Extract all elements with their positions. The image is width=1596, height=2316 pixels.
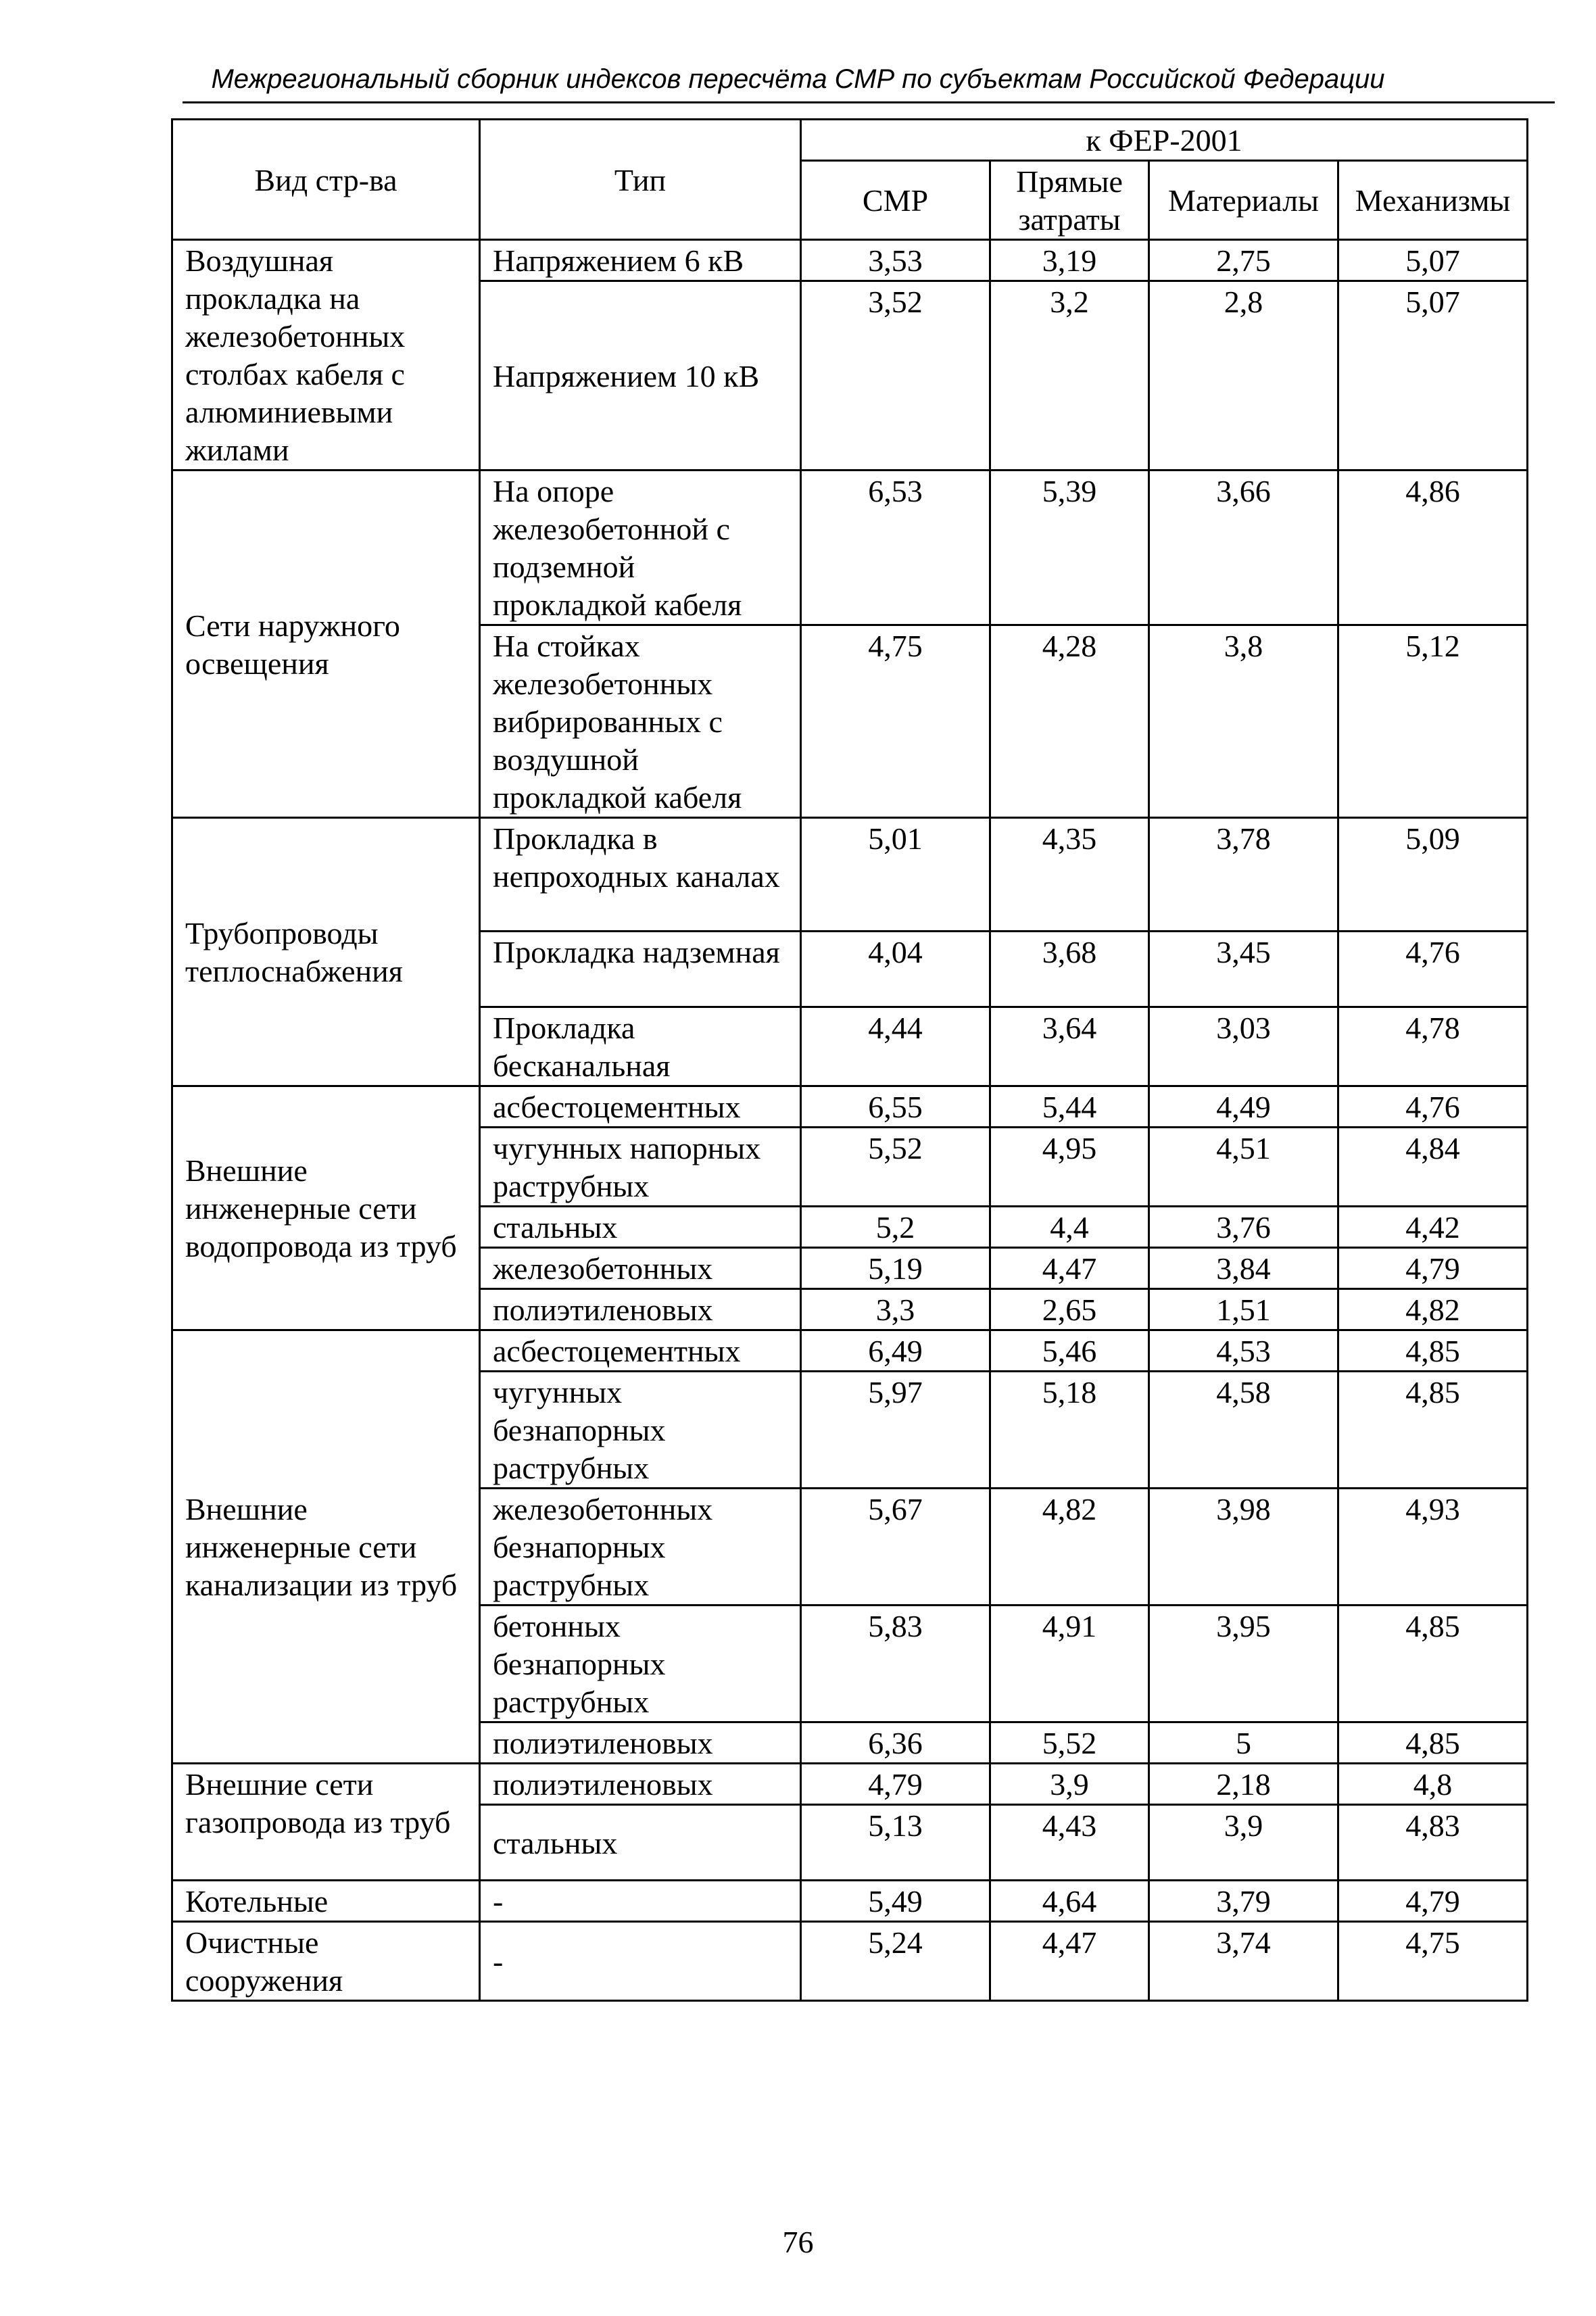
value-cell: 4,58 xyxy=(1149,1372,1338,1489)
row-type-cell: На стойках железобетонных вибрированных с воздушной прокладкой кабеля xyxy=(480,625,801,818)
row-kind-cell: Очистные сооружения xyxy=(172,1922,480,2001)
value-cell: 5,12 xyxy=(1338,625,1528,818)
value-cell: 4,51 xyxy=(1149,1128,1338,1207)
row-type-cell: асбестоцементных xyxy=(480,1086,801,1128)
value-cell: 4,64 xyxy=(990,1881,1149,1922)
value-cell: 4,76 xyxy=(1338,932,1528,1007)
value-cell: 4,85 xyxy=(1338,1722,1528,1764)
value-cell: 5,97 xyxy=(801,1372,990,1489)
value-cell: 4,53 xyxy=(1149,1330,1338,1372)
value-cell: 5,07 xyxy=(1338,281,1528,471)
row-type-cell: стальных xyxy=(480,1207,801,1248)
value-cell: 3,95 xyxy=(1149,1606,1338,1722)
value-cell: 6,53 xyxy=(801,471,990,625)
value-cell: 3,52 xyxy=(801,281,990,471)
value-cell: 3,03 xyxy=(1149,1007,1338,1086)
value-cell: 4,42 xyxy=(1338,1207,1528,1248)
value-cell: 4,04 xyxy=(801,932,990,1007)
value-cell: 3,98 xyxy=(1149,1489,1338,1606)
value-cell: 4,4 xyxy=(990,1207,1149,1248)
row-type-cell: Прокладка в непроходных каналах xyxy=(480,818,801,932)
value-cell: 5,83 xyxy=(801,1606,990,1722)
row-type-cell: Прокладка бесканальная xyxy=(480,1007,801,1086)
value-cell: 4,44 xyxy=(801,1007,990,1086)
value-cell: 2,75 xyxy=(1149,240,1338,281)
value-cell: 2,65 xyxy=(990,1289,1149,1330)
value-cell: 4,35 xyxy=(990,818,1149,932)
row-type-cell: железобетонных xyxy=(480,1248,801,1289)
row-type-cell: Напряжением 6 кВ xyxy=(480,240,801,281)
value-cell: 1,51 xyxy=(1149,1289,1338,1330)
value-cell: 5,67 xyxy=(801,1489,990,1606)
value-cell: 5,39 xyxy=(990,471,1149,625)
value-cell: 5,46 xyxy=(990,1330,1149,1372)
value-cell: 5,19 xyxy=(801,1248,990,1289)
value-cell: 3,3 xyxy=(801,1289,990,1330)
value-cell: 4,43 xyxy=(990,1805,1149,1881)
row-type-cell: асбестоцементных xyxy=(480,1330,801,1372)
value-cell: 4,47 xyxy=(990,1248,1149,1289)
value-cell: 5,2 xyxy=(801,1207,990,1248)
col-header-kind: Вид стр-ва xyxy=(172,120,480,240)
table-row xyxy=(172,1764,1528,1805)
table-row xyxy=(172,1086,1528,1128)
value-cell: 4,79 xyxy=(1338,1881,1528,1922)
value-cell: 5,07 xyxy=(1338,240,1528,281)
value-cell: 4,79 xyxy=(1338,1248,1528,1289)
row-type-cell: Напряжением 10 кВ xyxy=(480,281,801,471)
row-type-cell: полиэтиленовых xyxy=(480,1289,801,1330)
value-cell: 6,36 xyxy=(801,1722,990,1764)
table-row xyxy=(172,240,1528,281)
value-cell: 5,52 xyxy=(990,1722,1149,1764)
value-cell: 3,19 xyxy=(990,240,1149,281)
value-cell: 3,66 xyxy=(1149,471,1338,625)
value-cell: 2,8 xyxy=(1149,281,1338,471)
value-cell: 3,9 xyxy=(990,1764,1149,1805)
value-cell: 6,49 xyxy=(801,1330,990,1372)
value-cell: 4,76 xyxy=(1338,1086,1528,1128)
row-kind-cell: Трубопроводы теплоснабжения xyxy=(172,818,480,1086)
value-cell: 4,95 xyxy=(990,1128,1149,1207)
value-cell: 3,9 xyxy=(1149,1805,1338,1881)
value-cell: 4,75 xyxy=(801,625,990,818)
value-cell: 3,8 xyxy=(1149,625,1338,818)
value-cell: 5,09 xyxy=(1338,818,1528,932)
value-cell: 4,83 xyxy=(1338,1805,1528,1881)
row-kind-cell: Внешние инженерные сети канализации из труб xyxy=(172,1330,480,1764)
value-cell: 5,24 xyxy=(801,1922,990,2001)
running-header: Межрегиональный сборник индексов пересчёта СМР по субъектам Российской Федерации xyxy=(211,64,1385,94)
value-cell: 5,44 xyxy=(990,1086,1149,1128)
col-header-smr: СМР xyxy=(801,161,990,240)
row-kind-cell: Воздушная прокладка на железобетонных столбах кабеля с алюминиевыми жилами xyxy=(172,240,480,471)
value-cell: 4,75 xyxy=(1338,1922,1528,2001)
row-kind-cell: Внешние сети газопровода из труб xyxy=(172,1764,480,1881)
value-cell: 3,45 xyxy=(1149,932,1338,1007)
value-cell: 3,64 xyxy=(990,1007,1149,1086)
col-header-group: к ФЕР-2001 xyxy=(801,120,1528,161)
value-cell: 5 xyxy=(1149,1722,1338,1764)
value-cell: 4,85 xyxy=(1338,1330,1528,1372)
row-type-cell: железобетонных безнапорных раструбных xyxy=(480,1489,801,1606)
col-header-direct-costs: Прямые затраты xyxy=(990,161,1149,240)
value-cell: 4,28 xyxy=(990,625,1149,818)
row-type-cell: чугунных напорных раструбных xyxy=(480,1128,801,1207)
row-type-cell: Прокладка надземная xyxy=(480,932,801,1007)
header-rule xyxy=(183,101,1555,103)
row-kind-cell: Внешние инженерные сети водопровода из труб xyxy=(172,1086,480,1330)
row-kind-cell: Сети наружного освещения xyxy=(172,471,480,818)
table-row xyxy=(172,1330,1528,1372)
value-cell: 3,68 xyxy=(990,932,1149,1007)
row-type-cell: На опоре железобетонной с подземной прокладкой кабеля xyxy=(480,471,801,625)
index-table xyxy=(171,118,1528,2002)
value-cell: 3,74 xyxy=(1149,1922,1338,2001)
value-cell: 4,78 xyxy=(1338,1007,1528,1086)
value-cell: 4,82 xyxy=(1338,1289,1528,1330)
value-cell: 5,49 xyxy=(801,1881,990,1922)
row-type-cell: полиэтиленовых xyxy=(480,1722,801,1764)
value-cell: 4,82 xyxy=(990,1489,1149,1606)
value-cell: 4,86 xyxy=(1338,471,1528,625)
value-cell: 4,84 xyxy=(1338,1128,1528,1207)
row-type-cell: стальных xyxy=(480,1805,801,1881)
col-header-type: Тип xyxy=(480,120,801,240)
value-cell: 4,85 xyxy=(1338,1372,1528,1489)
row-type-cell: - xyxy=(480,1881,801,1922)
value-cell: 4,49 xyxy=(1149,1086,1338,1128)
value-cell: 5,01 xyxy=(801,818,990,932)
value-cell: 3,78 xyxy=(1149,818,1338,932)
row-type-cell: - xyxy=(480,1922,801,2001)
value-cell: 4,93 xyxy=(1338,1489,1528,1606)
value-cell: 4,8 xyxy=(1338,1764,1528,1805)
table-row xyxy=(172,1922,1528,2001)
row-kind-cell: Котельные xyxy=(172,1881,480,1922)
value-cell: 3,84 xyxy=(1149,1248,1338,1289)
value-cell: 2,18 xyxy=(1149,1764,1338,1805)
row-type-cell: полиэтиленовых xyxy=(480,1764,801,1805)
value-cell: 4,85 xyxy=(1338,1606,1528,1722)
value-cell: 3,53 xyxy=(801,240,990,281)
header-row xyxy=(172,120,1528,161)
table-row xyxy=(172,471,1528,625)
value-cell: 4,79 xyxy=(801,1764,990,1805)
value-cell: 5,52 xyxy=(801,1128,990,1207)
value-cell: 6,55 xyxy=(801,1086,990,1128)
row-type-cell: чугунных безнапорных раструбных xyxy=(480,1372,801,1489)
value-cell: 4,91 xyxy=(990,1606,1149,1722)
table-row xyxy=(172,1881,1528,1922)
row-type-cell: бетонных безнапорных раструбных xyxy=(480,1606,801,1722)
col-header-materials: Материалы xyxy=(1149,161,1338,240)
page-number: 76 xyxy=(782,2225,814,2259)
table-row xyxy=(172,818,1528,932)
value-cell: 3,76 xyxy=(1149,1207,1338,1248)
value-cell: 3,2 xyxy=(990,281,1149,471)
value-cell: 5,18 xyxy=(990,1372,1149,1489)
value-cell: 5,13 xyxy=(801,1805,990,1881)
value-cell: 4,47 xyxy=(990,1922,1149,2001)
value-cell: 3,79 xyxy=(1149,1881,1338,1922)
col-header-machinery: Механизмы xyxy=(1338,161,1528,240)
